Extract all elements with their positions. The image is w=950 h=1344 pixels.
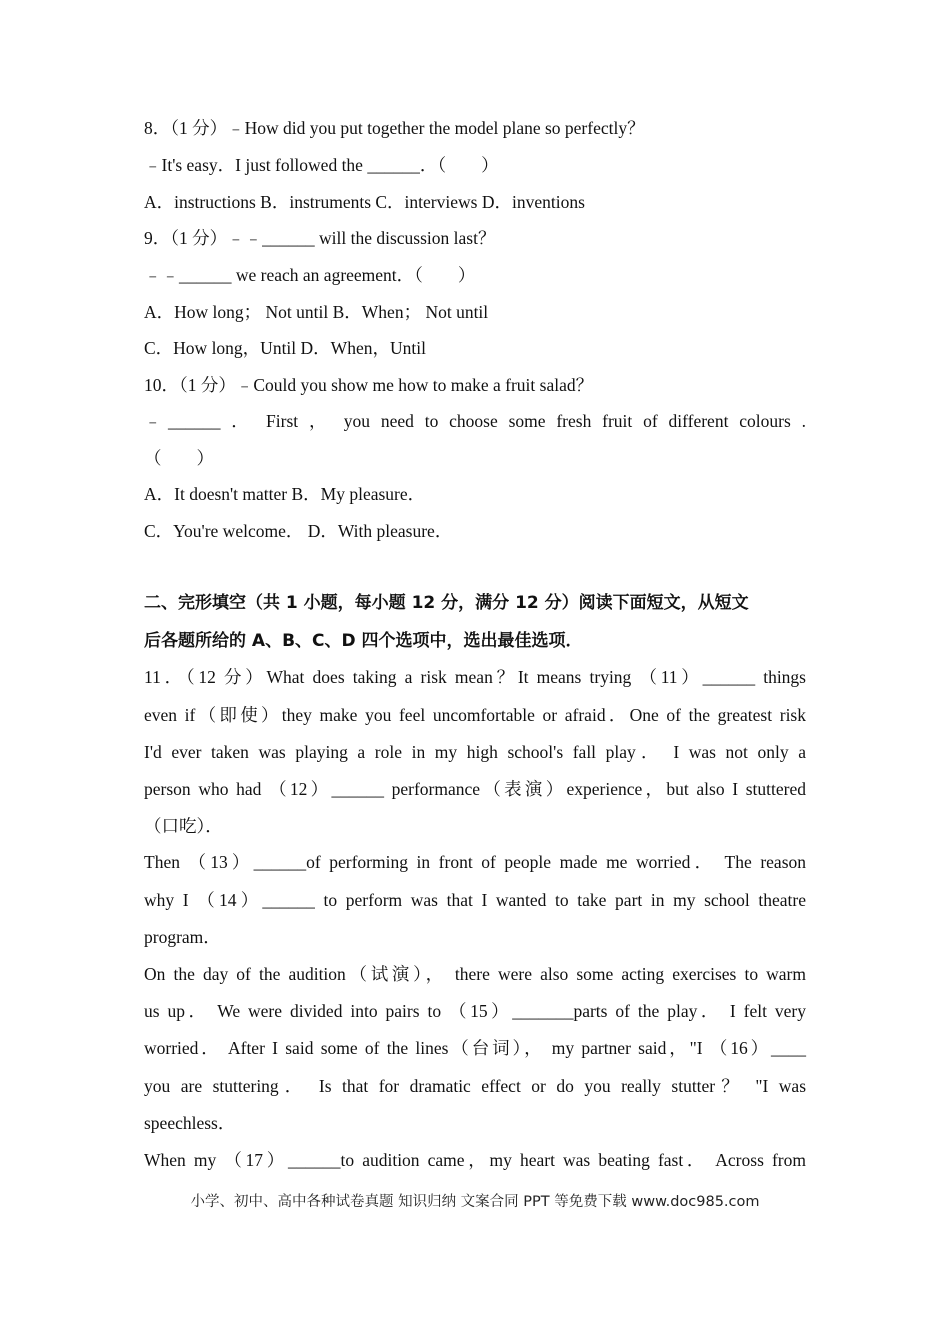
- passage-line: 11．（12 分）What does taking a risk mean？It means trying （11）______ things: [144, 667, 806, 687]
- passage-line: even if（即使）they make you feel uncomfortable or afraid．One of the greatest risk: [144, 705, 806, 725]
- question-9-stem: 9．（1 分）﹣﹣______ will the discussion last？: [144, 228, 496, 248]
- passage-line: you are stuttering． Is that for dramatic effect or do you really stutter？ "I was: [144, 1076, 806, 1096]
- section-heading-line-1: 二、完形填空（共 1 小题，每小题 12 分，满分 12 分）阅读下面短文，从短文: [144, 593, 749, 613]
- passage-line: person who had （12）______ performance（表演）experience，but also I stuttered: [144, 779, 806, 799]
- passage-line: program．: [144, 927, 221, 947]
- passage-line: Then （13）______of performing in front of people made me worried． The reason: [144, 852, 806, 872]
- question-10-stem: 10．（1 分）﹣Could you show me how to make a fruit salad？: [144, 375, 594, 395]
- question-8-stem: 8．（1 分）﹣How did you put together the model plane so perfectly？: [144, 118, 645, 138]
- question-8-options: A．instructions B．instruments C．interviews D．inventions: [144, 192, 585, 212]
- question-10-bracket: （ ）: [144, 448, 214, 468]
- question-10-dialogue: ﹣______ ． First ， you need to choose some fresh fruit of different colours .: [144, 411, 806, 431]
- question-9-options-cd: C．How long，Until D．When，Until: [144, 338, 426, 358]
- passage-line: why I （14）______ to perform was that I wanted to take part in my school theatre: [144, 890, 806, 910]
- question-10-options-cd: C．You're welcome． D．With pleasure．: [144, 521, 453, 541]
- passage-line: When my （17）______to audition came，my heart was beating fast． Across from: [144, 1150, 806, 1170]
- question-8-dialogue: ﹣It's easy．I just followed the ______．（ ）: [144, 155, 499, 175]
- question-9-options-ab: A．How long； Not until B．When； Not until: [144, 302, 489, 322]
- passage-line: （口吃）．: [144, 816, 223, 836]
- question-9-dialogue: ﹣﹣______ we reach an agreement．（ ）: [144, 265, 476, 285]
- passage-line: I'd ever taken was playing a role in my high school's fall play． I was not only a: [144, 742, 806, 762]
- question-10-options-ab: A．It doesn't matter B．My pleasure．: [144, 484, 426, 504]
- passage-line: worried． After I said some of the lines（台词）， my partner said，"I （16）____: [144, 1038, 806, 1058]
- passage-line: speechless．: [144, 1113, 236, 1133]
- footer-watermark: 小学、初中、高中各种试卷真题 知识归纳 文案合同 PPT 等免费下载 www.doc985.com: [190, 1194, 760, 1210]
- passage-line: us up． We were divided into pairs to （15）_______parts of the play． I felt very: [144, 1001, 806, 1021]
- section-heading-line-2: 后各题所给的 A、B、C、D 四个选项中，选出最佳选项．: [144, 631, 583, 651]
- passage-line: On the day of the audition（试演）， there were also some acting exercises to warm: [144, 964, 806, 984]
